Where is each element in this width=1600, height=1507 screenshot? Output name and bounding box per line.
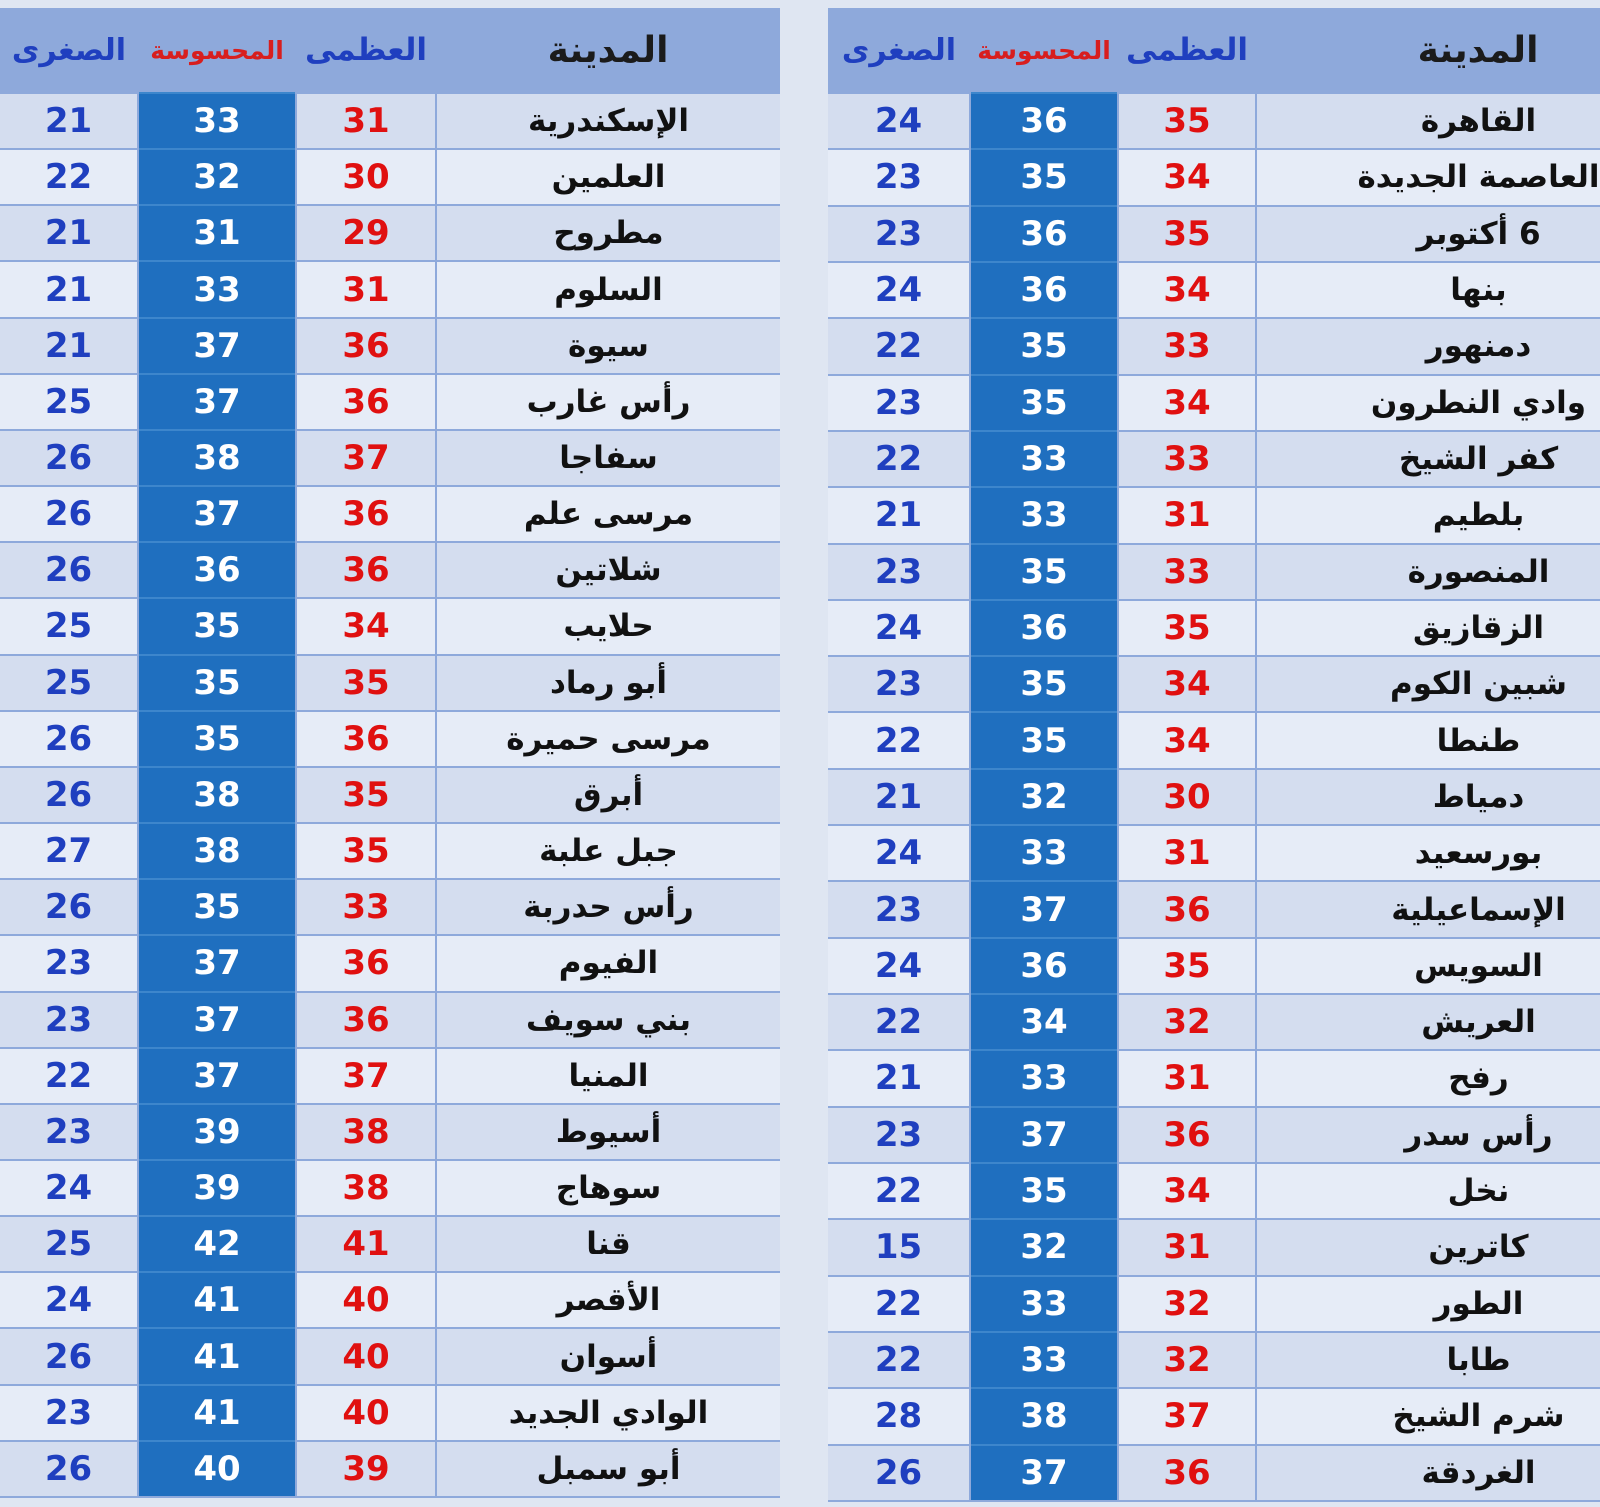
table-row [0, 935, 780, 991]
min-temp-cell: 25 [0, 374, 138, 430]
max-temp-cell: 36 [296, 542, 436, 598]
max-temp-cell: 40 [296, 1385, 436, 1441]
feels-like-cell: 38 [138, 430, 296, 486]
table-row [828, 994, 1600, 1050]
max-temp-cell: 33 [1118, 431, 1256, 487]
city-cell: سوهاج [436, 1160, 780, 1216]
city-cell: دمنهور [1256, 318, 1600, 374]
city-cell: مرسى علم [436, 486, 780, 542]
feels-like-cell: 38 [138, 823, 296, 879]
min-temp-cell: 21 [828, 487, 970, 543]
city-cell: رأس حدربة [436, 879, 780, 935]
feels-like-cell: 33 [970, 487, 1118, 543]
min-temp-cell: 28 [828, 1388, 970, 1444]
city-cell: مرسى حميرة [436, 711, 780, 767]
min-temp-cell: 23 [828, 544, 970, 600]
min-temp-cell: 23 [828, 1107, 970, 1163]
table-row [828, 1445, 1600, 1502]
min-temp-cell: 21 [0, 318, 138, 374]
max-temp-cell: 36 [1118, 1107, 1256, 1163]
feels-like-cell: 37 [138, 1048, 296, 1104]
city-cell: الإسماعيلية [1256, 881, 1600, 937]
table-row [828, 149, 1600, 205]
table-row [828, 318, 1600, 374]
table-row [828, 431, 1600, 487]
city-cell: الوادي الجديد [436, 1385, 780, 1441]
city-cell: أبرق [436, 767, 780, 823]
city-cell: المنصورة [1256, 544, 1600, 600]
city-cell: رفح [1256, 1050, 1600, 1106]
feels-like-cell: 36 [970, 93, 1118, 149]
city-cell: الفيوم [436, 935, 780, 991]
city-cell: المنيا [436, 1048, 780, 1104]
feels-like-cell: 36 [970, 262, 1118, 318]
min-temp-cell: 21 [828, 769, 970, 825]
max-temp-cell: 35 [296, 655, 436, 711]
table-row [0, 430, 780, 486]
feels-like-cell: 35 [138, 598, 296, 654]
city-cell: كفر الشيخ [1256, 431, 1600, 487]
city-cell: الغردقة [1256, 1445, 1600, 1502]
feels-like-cell: 37 [970, 1445, 1118, 1502]
max-temp-cell: 36 [296, 992, 436, 1048]
min-temp-cell: 23 [828, 375, 970, 431]
min-temp-cell: 27 [0, 823, 138, 879]
city-cell: العلمين [436, 149, 780, 205]
city-cell: السلوم [436, 261, 780, 317]
max-temp-cell: 35 [1118, 600, 1256, 656]
min-temp-cell: 24 [828, 93, 970, 149]
min-temp-cell: 26 [0, 542, 138, 598]
max-temp-cell: 34 [1118, 712, 1256, 768]
weather-table-right [828, 8, 1600, 1502]
min-temp-cell: 22 [828, 318, 970, 374]
feels-like-cell: 38 [138, 767, 296, 823]
feels-like-cell: 37 [138, 486, 296, 542]
max-temp-cell: 40 [296, 1272, 436, 1328]
table-row [828, 825, 1600, 881]
min-temp-cell: 23 [828, 881, 970, 937]
city-cell: الأقصر [436, 1272, 780, 1328]
table-row [0, 1216, 780, 1272]
min-temp-cell: 25 [0, 598, 138, 654]
city-cell: الزقازيق [1256, 600, 1600, 656]
table-row [0, 879, 780, 935]
min-temp-cell: 25 [0, 655, 138, 711]
feels-like-cell: 42 [138, 1216, 296, 1272]
table-row [828, 93, 1600, 149]
table-row [0, 823, 780, 879]
city-cell: دمياط [1256, 769, 1600, 825]
city-cell: حلايب [436, 598, 780, 654]
city-cell: القاهرة [1256, 93, 1600, 149]
table-row [828, 881, 1600, 937]
max-temp-cell: 35 [1118, 93, 1256, 149]
feels-like-cell: 33 [970, 431, 1118, 487]
feels-like-cell: 37 [138, 935, 296, 991]
city-cell: مطروح [436, 205, 780, 261]
max-temp-cell: 38 [296, 1104, 436, 1160]
city-cell: رأس غارب [436, 374, 780, 430]
feels-like-cell: 38 [970, 1388, 1118, 1444]
feels-like-cell: 37 [970, 1107, 1118, 1163]
max-temp-cell: 33 [1118, 318, 1256, 374]
feels-like-cell: 33 [970, 1332, 1118, 1388]
city-cell: طنطا [1256, 712, 1600, 768]
max-temp-cell: 34 [1118, 149, 1256, 205]
max-temp-cell: 34 [1118, 1163, 1256, 1219]
feels-like-cell: 37 [138, 318, 296, 374]
table-row [828, 769, 1600, 825]
feels-like-cell: 36 [138, 542, 296, 598]
table-row [0, 1048, 780, 1104]
max-temp-cell: 37 [1118, 1388, 1256, 1444]
max-temp-cell: 39 [296, 1441, 436, 1497]
min-temp-cell: 26 [0, 430, 138, 486]
feels-like-cell: 35 [970, 544, 1118, 600]
table-row [828, 712, 1600, 768]
table-row [828, 1276, 1600, 1332]
min-temp-cell: 22 [0, 149, 138, 205]
max-temp-cell: 30 [296, 149, 436, 205]
max-temp-cell: 34 [1118, 656, 1256, 712]
max-temp-cell: 31 [1118, 1050, 1256, 1106]
feels-like-cell: 34 [970, 994, 1118, 1050]
max-temp-cell: 31 [296, 261, 436, 317]
max-temp-cell: 36 [296, 711, 436, 767]
min-temp-cell: 26 [0, 1328, 138, 1384]
city-cell: سيوة [436, 318, 780, 374]
max-temp-cell: 31 [1118, 1219, 1256, 1275]
feels-like-cell: 33 [138, 261, 296, 317]
feels-like-cell: 37 [138, 992, 296, 1048]
table-row [828, 1050, 1600, 1106]
city-cell: بلطيم [1256, 487, 1600, 543]
max-temp-cell: 29 [296, 205, 436, 261]
min-temp-cell: 22 [828, 431, 970, 487]
city-cell: شرم الشيخ [1256, 1388, 1600, 1444]
header-row [0, 8, 780, 93]
feels-like-cell: 33 [970, 825, 1118, 881]
header-city: المدينة [1256, 8, 1600, 93]
feels-like-cell: 31 [138, 205, 296, 261]
feels-like-cell: 41 [138, 1385, 296, 1441]
min-temp-cell: 22 [828, 994, 970, 1050]
table-row [828, 600, 1600, 656]
max-temp-cell: 36 [296, 935, 436, 991]
max-temp-cell: 41 [296, 1216, 436, 1272]
table-row [0, 992, 780, 1048]
feels-like-cell: 37 [138, 374, 296, 430]
city-cell: السويس [1256, 938, 1600, 994]
city-cell: شبين الكوم [1256, 656, 1600, 712]
min-temp-cell: 22 [828, 1276, 970, 1332]
header-city: المدينة [436, 8, 780, 93]
max-temp-cell: 34 [1118, 262, 1256, 318]
weather-table-left [0, 8, 780, 1498]
table-row [828, 1163, 1600, 1219]
min-temp-cell: 22 [828, 1163, 970, 1219]
feels-like-cell: 36 [970, 600, 1118, 656]
min-temp-cell: 26 [828, 1445, 970, 1502]
max-temp-cell: 32 [1118, 1332, 1256, 1388]
feels-like-cell: 37 [970, 881, 1118, 937]
min-temp-cell: 23 [0, 935, 138, 991]
feels-like-cell: 36 [970, 938, 1118, 994]
min-temp-cell: 26 [0, 486, 138, 542]
table-row [828, 1219, 1600, 1275]
city-cell: طابا [1256, 1332, 1600, 1388]
min-temp-cell: 21 [0, 93, 138, 149]
table-row [0, 374, 780, 430]
table-row [828, 1388, 1600, 1444]
table-row [0, 767, 780, 823]
max-temp-cell: 33 [1118, 544, 1256, 600]
feels-like-cell: 35 [138, 655, 296, 711]
header-max: العظمى [296, 8, 436, 93]
feels-like-cell: 32 [970, 769, 1118, 825]
city-cell: نخل [1256, 1163, 1600, 1219]
min-temp-cell: 23 [0, 1104, 138, 1160]
feels-like-cell: 39 [138, 1104, 296, 1160]
table-row [0, 149, 780, 205]
min-temp-cell: 26 [0, 711, 138, 767]
feels-like-cell: 35 [138, 879, 296, 935]
city-cell: بورسعيد [1256, 825, 1600, 881]
table-row [0, 711, 780, 767]
table-row [828, 1107, 1600, 1163]
max-temp-cell: 31 [1118, 825, 1256, 881]
city-cell: 6 أكتوبر [1256, 206, 1600, 262]
city-cell: كاترين [1256, 1219, 1600, 1275]
table-row [828, 206, 1600, 262]
min-temp-cell: 26 [0, 879, 138, 935]
city-cell: أسوان [436, 1328, 780, 1384]
max-temp-cell: 37 [296, 430, 436, 486]
feels-like-cell: 33 [970, 1050, 1118, 1106]
table-row [828, 375, 1600, 431]
city-cell: أبو رماد [436, 655, 780, 711]
max-temp-cell: 33 [296, 879, 436, 935]
min-temp-cell: 22 [828, 712, 970, 768]
max-temp-cell: 35 [1118, 206, 1256, 262]
table-row [828, 262, 1600, 318]
min-temp-cell: 23 [0, 992, 138, 1048]
table-row [0, 1160, 780, 1216]
min-temp-cell: 23 [828, 656, 970, 712]
feels-like-cell: 35 [138, 711, 296, 767]
max-temp-cell: 30 [1118, 769, 1256, 825]
header-feels: المحسوسة [970, 8, 1118, 93]
feels-like-cell: 35 [970, 318, 1118, 374]
feels-like-cell: 39 [138, 1160, 296, 1216]
table-row [0, 598, 780, 654]
feels-like-cell: 35 [970, 1163, 1118, 1219]
table-row [0, 1272, 780, 1328]
city-cell: العريش [1256, 994, 1600, 1050]
table-row [828, 938, 1600, 994]
feels-like-cell: 33 [138, 93, 296, 149]
table-row [0, 1441, 780, 1497]
header-min: الصغرى [828, 8, 970, 93]
min-temp-cell: 26 [0, 1441, 138, 1497]
min-temp-cell: 25 [0, 1216, 138, 1272]
min-temp-cell: 24 [828, 262, 970, 318]
feels-like-cell: 41 [138, 1328, 296, 1384]
feels-like-cell: 41 [138, 1272, 296, 1328]
min-temp-cell: 15 [828, 1219, 970, 1275]
max-temp-cell: 35 [1118, 938, 1256, 994]
min-temp-cell: 24 [828, 825, 970, 881]
feels-like-cell: 40 [138, 1441, 296, 1497]
table-row [0, 1328, 780, 1384]
max-temp-cell: 32 [1118, 1276, 1256, 1332]
max-temp-cell: 35 [296, 767, 436, 823]
max-temp-cell: 34 [296, 598, 436, 654]
min-temp-cell: 26 [0, 767, 138, 823]
header-min: الصغرى [0, 8, 138, 93]
max-temp-cell: 36 [296, 374, 436, 430]
max-temp-cell: 40 [296, 1328, 436, 1384]
table-row [828, 656, 1600, 712]
max-temp-cell: 31 [296, 93, 436, 149]
table-row [0, 1104, 780, 1160]
table-row [0, 655, 780, 711]
min-temp-cell: 24 [0, 1272, 138, 1328]
feels-like-cell: 35 [970, 375, 1118, 431]
table-row [828, 487, 1600, 543]
city-cell: بني سويف [436, 992, 780, 1048]
table-row [0, 93, 780, 149]
max-temp-cell: 31 [1118, 487, 1256, 543]
min-temp-cell: 23 [828, 149, 970, 205]
max-temp-cell: 34 [1118, 375, 1256, 431]
feels-like-cell: 32 [138, 149, 296, 205]
table-row [0, 318, 780, 374]
table-row [0, 261, 780, 317]
city-cell: العاصمة الجديدة [1256, 149, 1600, 205]
max-temp-cell: 36 [296, 318, 436, 374]
min-temp-cell: 22 [0, 1048, 138, 1104]
max-temp-cell: 32 [1118, 994, 1256, 1050]
feels-like-cell: 33 [970, 1276, 1118, 1332]
min-temp-cell: 24 [0, 1160, 138, 1216]
city-cell: قنا [436, 1216, 780, 1272]
min-temp-cell: 24 [828, 938, 970, 994]
min-temp-cell: 23 [0, 1385, 138, 1441]
min-temp-cell: 21 [0, 261, 138, 317]
table-row [0, 542, 780, 598]
feels-like-cell: 36 [970, 206, 1118, 262]
header-feels: المحسوسة [138, 8, 296, 93]
min-temp-cell: 21 [828, 1050, 970, 1106]
min-temp-cell: 21 [0, 205, 138, 261]
city-cell: وادي النطرون [1256, 375, 1600, 431]
city-cell: شلاتين [436, 542, 780, 598]
min-temp-cell: 23 [828, 206, 970, 262]
city-cell: رأس سدر [1256, 1107, 1600, 1163]
feels-like-cell: 32 [970, 1219, 1118, 1275]
table-row [0, 205, 780, 261]
city-cell: سفاجا [436, 430, 780, 486]
city-cell: الطور [1256, 1276, 1600, 1332]
table-row [0, 486, 780, 542]
header-max: العظمى [1118, 8, 1256, 93]
max-temp-cell: 36 [296, 486, 436, 542]
city-cell: جبل علبة [436, 823, 780, 879]
min-temp-cell: 22 [828, 1332, 970, 1388]
max-temp-cell: 35 [296, 823, 436, 879]
city-cell: أبو سمبل [436, 1441, 780, 1497]
max-temp-cell: 36 [1118, 881, 1256, 937]
table-row [0, 1385, 780, 1441]
feels-like-cell: 35 [970, 712, 1118, 768]
max-temp-cell: 38 [296, 1160, 436, 1216]
table-row [828, 1332, 1600, 1388]
city-cell: الإسكندرية [436, 93, 780, 149]
min-temp-cell: 24 [828, 600, 970, 656]
max-temp-cell: 37 [296, 1048, 436, 1104]
header-row [828, 8, 1600, 93]
city-cell: بنها [1256, 262, 1600, 318]
feels-like-cell: 35 [970, 149, 1118, 205]
table-row [828, 544, 1600, 600]
feels-like-cell: 35 [970, 656, 1118, 712]
max-temp-cell: 36 [1118, 1445, 1256, 1502]
city-cell: أسيوط [436, 1104, 780, 1160]
